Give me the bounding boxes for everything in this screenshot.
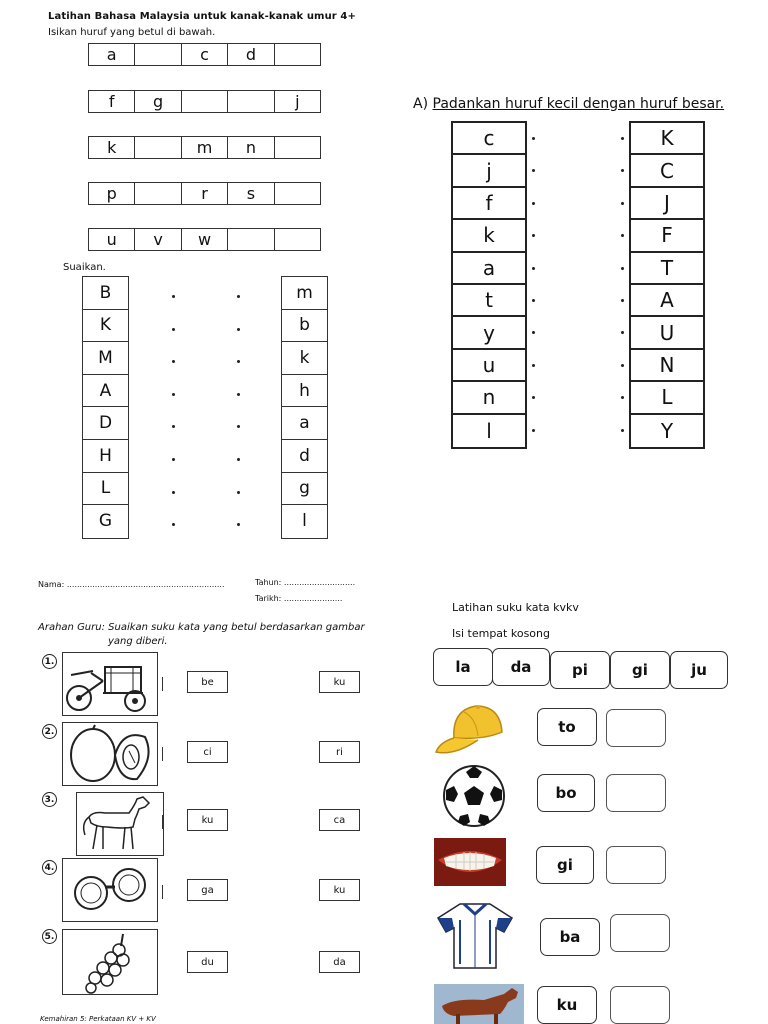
syllable-box: gi xyxy=(536,846,594,884)
match-dot[interactable] xyxy=(237,458,240,461)
letter-cell[interactable]: v xyxy=(135,229,181,250)
syllable-right[interactable]: ca xyxy=(319,809,360,831)
match-dot[interactable] xyxy=(621,331,624,334)
syllable-right[interactable]: da xyxy=(319,951,360,973)
match-dot[interactable] xyxy=(172,523,175,526)
horse-icon xyxy=(434,984,524,1024)
uppercase-cell: C xyxy=(631,155,703,187)
answer-box[interactable] xyxy=(610,986,670,1024)
tahun-field[interactable]: Tahun: ............................ xyxy=(255,578,356,587)
letter-cell[interactable] xyxy=(135,44,181,65)
lowercase-cell: j xyxy=(453,155,525,187)
handcuffs-icon xyxy=(63,859,157,921)
instruction-text-2: yang diberi. xyxy=(108,636,168,647)
uppercase-cell: F xyxy=(631,220,703,252)
lowercase-cell: d xyxy=(282,440,327,473)
item-number: 1. xyxy=(42,654,57,669)
sheet1-title: Latihan Bahasa Malaysia untuk kanak-kanak umur 4+ xyxy=(48,11,356,22)
fruit-picture xyxy=(62,722,158,786)
letter-cell[interactable] xyxy=(275,137,320,158)
item-number: 3. xyxy=(42,792,57,807)
item-number: 2. xyxy=(42,724,57,739)
letter-cell[interactable]: m xyxy=(182,137,228,158)
syllable-right[interactable]: ku xyxy=(319,879,360,901)
lowercase-cell: m xyxy=(282,277,327,310)
letter-cell[interactable]: d xyxy=(228,44,274,65)
nama-field[interactable]: Nama: .............................................................. xyxy=(38,580,225,589)
match-dot[interactable] xyxy=(172,458,175,461)
shirt-picture xyxy=(434,900,516,974)
letter-cell[interactable] xyxy=(135,183,181,204)
fruit-icon xyxy=(63,723,157,785)
match-dot[interactable] xyxy=(237,393,240,396)
tarikh-field[interactable]: Tarikh: ....................... xyxy=(255,594,343,603)
uppercase-cell: K xyxy=(83,310,128,343)
match-dot[interactable] xyxy=(621,137,624,140)
uppercase-cell: Y xyxy=(660,418,674,443)
lowercase-cell: y xyxy=(453,317,525,349)
item-number: 4. xyxy=(42,860,57,875)
match-dot[interactable] xyxy=(532,267,535,270)
sheet2-title xyxy=(413,96,724,112)
answer-box[interactable] xyxy=(610,914,670,952)
tricycle-icon xyxy=(63,653,157,715)
sheet4-subtitle: Isi tempat kosong xyxy=(452,627,550,640)
letter-cell[interactable]: j xyxy=(295,92,300,111)
soccer-ball-picture xyxy=(442,764,506,832)
match-dot[interactable] xyxy=(621,299,624,302)
match-dot[interactable] xyxy=(237,523,240,526)
match-dot[interactable] xyxy=(621,429,624,432)
uppercase-cell: D xyxy=(83,407,128,440)
uppercase-cell: T xyxy=(631,253,703,285)
lowercase-cell: k xyxy=(282,342,327,375)
syllable-right[interactable]: ri xyxy=(319,741,360,763)
horse-picture xyxy=(76,792,164,856)
letter-cell[interactable]: a xyxy=(89,44,135,65)
letter-cell[interactable] xyxy=(228,91,274,112)
cap-picture xyxy=(434,698,506,762)
option-box[interactable]: la xyxy=(433,648,493,686)
letter-cell[interactable] xyxy=(182,91,228,112)
syllable-box: to xyxy=(537,708,597,746)
tricycle-picture xyxy=(62,652,158,716)
match-dot[interactable] xyxy=(621,234,624,237)
uppercase-cell: L xyxy=(631,382,703,414)
syllable-box: bo xyxy=(537,774,595,812)
lowercase-cell: h xyxy=(282,375,327,408)
syllable-left[interactable]: ga xyxy=(187,879,228,901)
section-prefix: A) xyxy=(413,96,429,112)
lowercase-cell: k xyxy=(453,220,525,252)
answer-box[interactable] xyxy=(606,846,666,884)
horse-icon xyxy=(77,793,163,855)
match-dot[interactable] xyxy=(532,202,535,205)
soccer-ball-icon xyxy=(442,764,506,828)
uppercase-cell: B xyxy=(83,277,128,310)
footer-text: Kemahiran 5: Perkataan KV + KV xyxy=(40,1015,156,1023)
match-dot[interactable] xyxy=(532,169,535,172)
syllable-box: ku xyxy=(537,986,597,1024)
section-heading: Padankan huruf kecil dengan huruf besar. xyxy=(432,96,725,112)
option-box[interactable]: gi xyxy=(610,651,670,689)
letter-cell[interactable]: n xyxy=(228,137,274,158)
match-dot[interactable] xyxy=(532,234,535,237)
uppercase-cell: A xyxy=(83,375,128,408)
suaikan-label: Suaikan. xyxy=(63,262,106,273)
syllable-left[interactable]: ci xyxy=(187,741,228,763)
match-dot[interactable] xyxy=(532,364,535,367)
letter-row-2 xyxy=(88,90,321,113)
uppercase-cell: H xyxy=(83,440,128,473)
lowercase-cell: f xyxy=(453,188,525,220)
uppercase-cell: M xyxy=(83,342,128,375)
item-number: 5. xyxy=(42,929,57,944)
syllable-left[interactable]: du xyxy=(187,951,228,973)
uppercase-cell: J xyxy=(631,188,703,220)
match-dot[interactable] xyxy=(532,331,535,334)
match-dot[interactable] xyxy=(621,202,624,205)
teeth-icon xyxy=(434,838,506,886)
divider-bar xyxy=(162,885,163,899)
option-box[interactable]: da xyxy=(492,648,550,686)
letter-cell[interactable] xyxy=(228,229,274,250)
uppercase-cell: L xyxy=(83,473,128,506)
match-dot[interactable] xyxy=(172,360,175,363)
uppercase-cell: K xyxy=(631,123,703,155)
match-dot[interactable] xyxy=(237,491,240,494)
syllable-left[interactable]: ku xyxy=(187,809,228,831)
lowercase-column xyxy=(281,276,328,539)
match-dot[interactable] xyxy=(621,364,624,367)
match-dot[interactable] xyxy=(237,328,240,331)
letter-cell[interactable]: c xyxy=(182,44,228,65)
syllable-box: ba xyxy=(540,918,600,956)
match-dot[interactable] xyxy=(621,267,624,270)
letter-row-3 xyxy=(88,136,321,159)
instruction-text: Arahan Guru: Suaikan suku kata yang betul berdasarkan gambar xyxy=(38,622,365,633)
letter-cell[interactable]: g xyxy=(135,91,181,112)
divider-bar xyxy=(162,747,163,761)
sheet4-title: Latihan suku kata kvkv xyxy=(452,601,579,614)
letter-cell[interactable] xyxy=(275,229,320,250)
lowercase-column-2 xyxy=(451,121,527,449)
uppercase-column-2 xyxy=(629,121,705,449)
letter-cell[interactable]: f xyxy=(89,91,135,112)
letter-cell[interactable] xyxy=(135,137,181,158)
cap-icon xyxy=(434,698,506,758)
lowercase-cell: c xyxy=(453,123,525,155)
lowercase-cell: l xyxy=(302,511,307,532)
match-dot[interactable] xyxy=(172,393,175,396)
match-dot[interactable] xyxy=(237,360,240,363)
lowercase-cell: u xyxy=(453,350,525,382)
match-dot[interactable] xyxy=(237,425,240,428)
letter-cell[interactable]: s xyxy=(228,183,274,204)
syllable-left[interactable]: be xyxy=(187,671,228,693)
lowercase-cell: g xyxy=(282,473,327,506)
uppercase-cell: A xyxy=(631,285,703,317)
match-dot[interactable] xyxy=(532,137,535,140)
answer-box[interactable] xyxy=(606,774,666,812)
letter-row-4 xyxy=(88,182,321,205)
match-dot[interactable] xyxy=(532,429,535,432)
letter-cell[interactable] xyxy=(275,183,320,204)
letter-cell[interactable]: r xyxy=(182,183,228,204)
syllable-right[interactable]: ku xyxy=(319,671,360,693)
match-dot[interactable] xyxy=(172,328,175,331)
grapes-icon xyxy=(63,930,157,994)
match-dot[interactable] xyxy=(621,396,624,399)
shirt-icon xyxy=(434,900,516,970)
match-dot[interactable] xyxy=(237,295,240,298)
lowercase-cell: n xyxy=(453,382,525,414)
lowercase-cell: b xyxy=(282,310,327,343)
lowercase-cell: a xyxy=(282,407,327,440)
letter-cell[interactable]: u xyxy=(89,229,135,250)
letter-row-1 xyxy=(88,43,321,66)
lowercase-cell: a xyxy=(453,253,525,285)
uppercase-cell: G xyxy=(98,511,113,532)
teeth-picture xyxy=(434,838,506,886)
uppercase-cell: N xyxy=(631,350,703,382)
lowercase-cell: l xyxy=(486,418,492,443)
divider-bar xyxy=(162,677,163,691)
match-dot[interactable] xyxy=(621,169,624,172)
option-box[interactable]: ju xyxy=(670,651,728,689)
match-dot[interactable] xyxy=(172,295,175,298)
letter-cell[interactable]: w xyxy=(182,229,228,250)
handcuffs-picture xyxy=(62,858,158,922)
lowercase-cell: t xyxy=(453,285,525,317)
uppercase-column xyxy=(82,276,129,539)
grapes-picture xyxy=(62,929,158,995)
sheet1-subtitle: Isikan huruf yang betul di bawah. xyxy=(48,27,216,38)
match-dot[interactable] xyxy=(532,299,535,302)
letter-cell[interactable]: p xyxy=(89,183,135,204)
letter-cell[interactable]: k xyxy=(89,137,135,158)
match-dot[interactable] xyxy=(532,396,535,399)
match-dot[interactable] xyxy=(172,491,175,494)
divider-bar xyxy=(162,815,163,829)
letter-row-5 xyxy=(88,228,321,251)
answer-box[interactable] xyxy=(606,709,666,747)
letter-cell[interactable] xyxy=(275,44,320,65)
uppercase-cell: U xyxy=(631,317,703,349)
option-box[interactable]: pi xyxy=(550,651,610,689)
horse-photo xyxy=(434,984,524,1024)
match-dot[interactable] xyxy=(172,425,175,428)
